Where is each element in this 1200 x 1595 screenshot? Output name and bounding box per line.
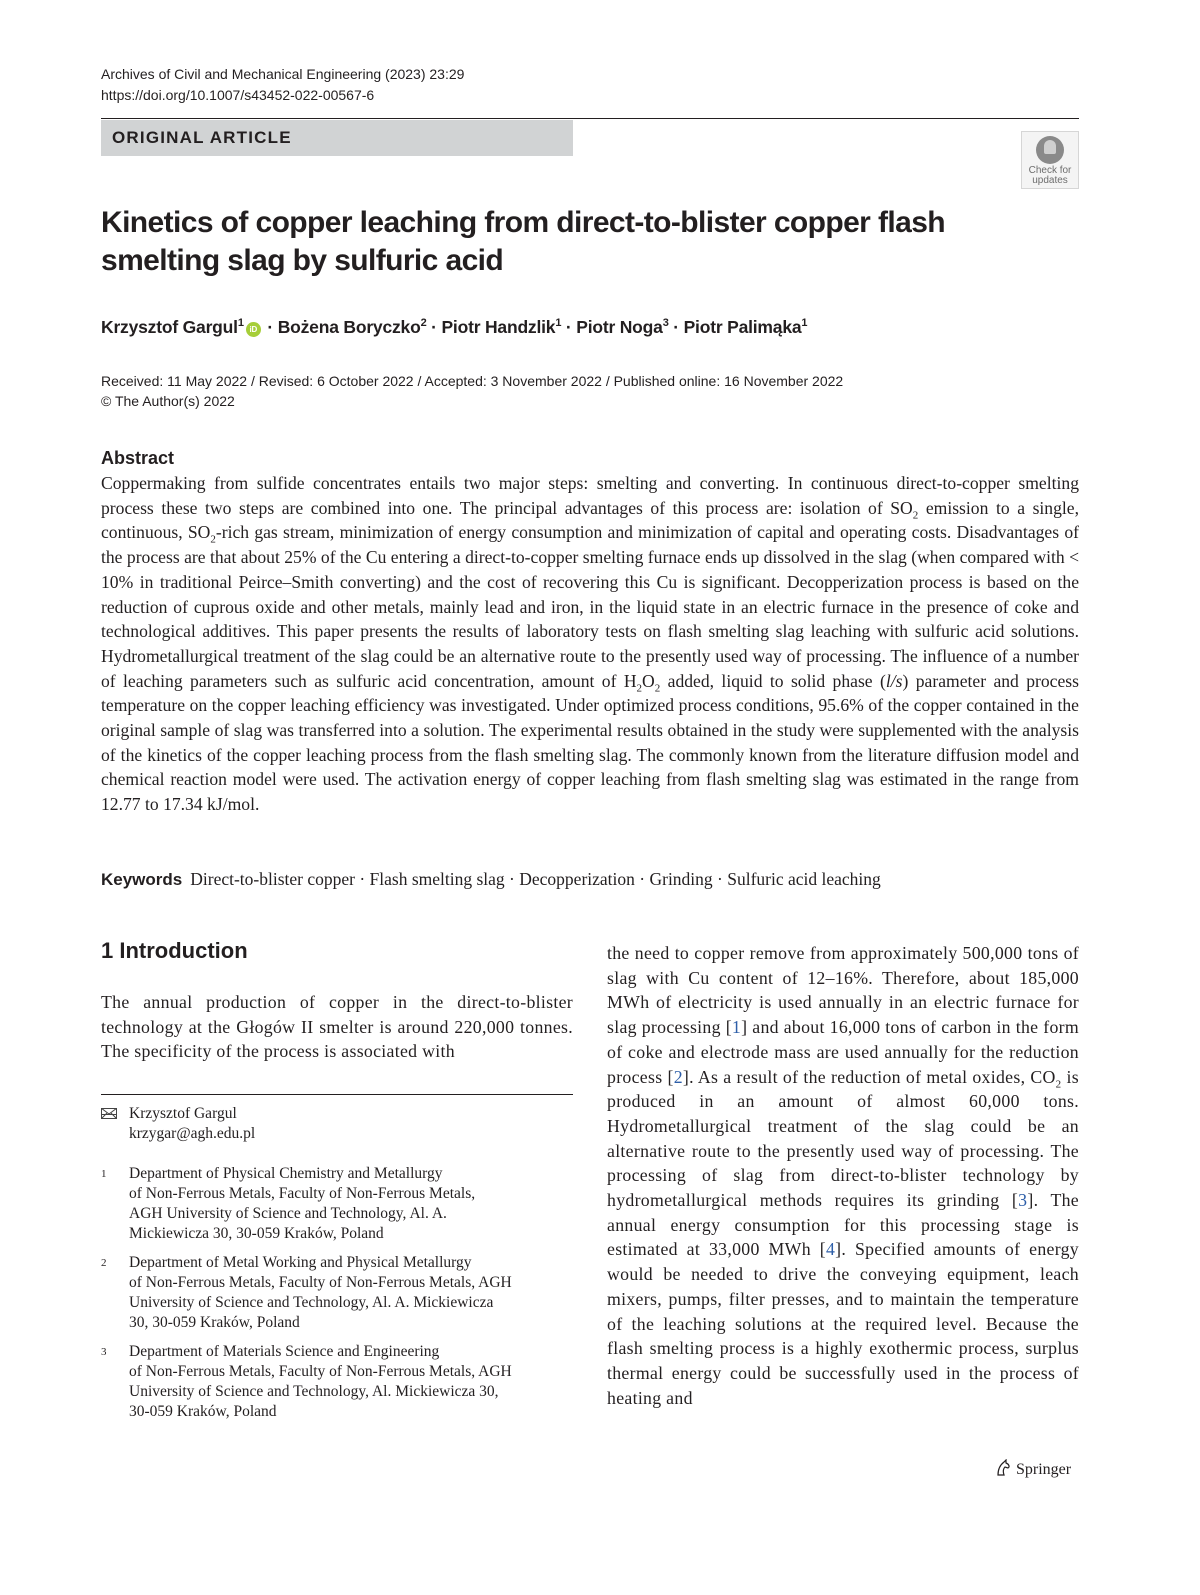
affiliation-line: of Non-Ferrous Metals, Faculty of Non-Ferrous Metals, AGH (129, 1274, 512, 1291)
publication-history (101, 371, 843, 411)
intro-paragraph-left: The annual production of copper in the direct-to-blister technology at the Głogów II smelter is around 220,000 tonnes. The specificity of the process is associated with (101, 992, 573, 1062)
author-name: Krzysztof Gargul (101, 316, 238, 337)
abstract-heading: Abstract (101, 448, 175, 468)
affiliation-line: University of Science and Technology, Al. Mickiewicza 30, (129, 1383, 499, 1400)
keywords-text: Direct-to-blister copper · Flash smelting slag · Decopperization · Grinding · Sulfuric acid leaching (190, 869, 881, 889)
text-run: ]. As a result of the reduction of metal oxides, CO (682, 1066, 1056, 1087)
author-name: Piotr Handzlik (441, 316, 556, 337)
affiliation-mark: 1 (101, 1168, 107, 1180)
footnote-rule (101, 1094, 573, 1095)
section-heading-introduction: 1 Introduction (101, 938, 248, 963)
subscript: 2 (636, 682, 643, 695)
intro-paragraph-right (607, 941, 1079, 1410)
affiliation-line: of Non-Ferrous Metals, Faculty of Non-Ferrous Metals, (129, 1185, 476, 1202)
affiliation-line: of Non-Ferrous Metals, Faculty of Non-Ferrous Metals, AGH (129, 1363, 512, 1380)
check-for-updates-badge[interactable] (1021, 131, 1079, 189)
title-line: smelting slag by sulfuric acid (101, 244, 504, 277)
affiliation-line: Department of Materials Science and Engineering (129, 1343, 440, 1360)
article-title (101, 204, 981, 280)
author-name: Piotr Noga (576, 316, 663, 337)
corresponding-author-email[interactable]: krzygar@agh.edu.pl (129, 1125, 256, 1142)
text-run: ] and about 16,000 tons of carbon in the form of coke and electrode mass are used annually for the reduction process [ (607, 1017, 1079, 1087)
text-run: ]. The annual energy consumption for this processing stage is estimated at 33,000 MWh [ (607, 1190, 1079, 1260)
subscript: 2 (1055, 1078, 1062, 1091)
correspondence-footnote (101, 1104, 573, 1144)
author-separator: · (668, 316, 684, 337)
springer-horse-icon (994, 1459, 1012, 1477)
header-rule (101, 118, 1079, 119)
dates-line: Received: 11 May 2022 / Revised: 6 October 2022 / Accepted: 3 November 2022 / Published online: 16 November 2022 (101, 373, 844, 389)
publisher-name: Springer (1016, 1461, 1072, 1478)
citation-link[interactable]: 3 (1018, 1190, 1028, 1211)
corresponding-author-name: Krzysztof Gargul (129, 1105, 237, 1122)
affiliation-line: AGH University of Science and Technology, Al. A. (129, 1205, 447, 1222)
text-run: Coppermaking from sulfide concentrates entails two major steps: smelting and converting. In continuous direct-to-copper smelting process these two steps are combined into one. The principal advantages of this process are: isolation of SO (101, 473, 1079, 518)
author-separator: · (426, 316, 442, 337)
affiliation-line: 30, 30-059 Kraków, Poland (129, 1314, 300, 1331)
text-run: is produced in an amount of almost 60,000 tons. Hydrometallurgical treatment of the slag could be an alternative route to the presently used way of processing. The processing of slag from direct-to-blister technology by hydrometallurgical methods requires its grinding [ (607, 1066, 1079, 1211)
italic-run: l/s (885, 670, 903, 691)
journal-citation: Archives of Civil and Mechanical Engineering (2023) 23:29 (101, 66, 465, 82)
author-name: Piotr Palimąka (683, 316, 802, 337)
text-run: ) parameter and process temperature on the copper leaching efficiency was investigated. Under optimized process conditions, 95.6% of the copper contained in the original sample of slag was transferred into a solution. The experimental results obtained in the study were supplemented with the analysis of the kinetics of the copper leaching process from the flash smelting slag. The commonly known from the literature diffusion model and chemical reaction model were used. The activation energy of copper leaching from flash smelting slag was estimated in the range from 12.77 to 17.34 kJ/mol. (101, 670, 1079, 815)
text-run: ]. Specified amounts of energy would be needed to drive the conveying equipment, leach mixers, pumps, filter presses, and to maintain the temperature of the leaching solutions at the required level. Because the flash smelting process is a highly exothermic process, surplus thermal energy could be successfully used in the process of heating and (607, 1239, 1079, 1408)
author-name: Bożena Boryczko (277, 316, 421, 337)
title-line: Kinetics of copper leaching from direct-to-blister copper flash (101, 206, 946, 239)
author-separator: · (262, 316, 278, 337)
affiliation-line: Mickiewicza 30, 30-059 Kraków, Poland (129, 1225, 384, 1242)
subscript: 2 (210, 533, 216, 546)
text-run: added, liquid to solid phase ( (660, 670, 886, 691)
affiliation-mark: 2 (101, 1257, 107, 1269)
affiliation-footnote (101, 1164, 573, 1244)
affiliation-footnote (101, 1253, 573, 1333)
author-affiliation-mark: 1 (801, 317, 808, 329)
keywords (101, 867, 1079, 892)
check-updates-line2: updates (1032, 175, 1068, 186)
author-separator: · (561, 316, 577, 337)
bookmark-icon (1036, 136, 1064, 164)
journal-header (101, 64, 464, 106)
affiliation-line: Department of Physical Chemistry and Metallurgy (129, 1165, 443, 1182)
author-affiliation-mark: 3 (662, 317, 669, 329)
affiliation-line: Department of Metal Working and Physical Metallurgy (129, 1254, 472, 1271)
check-updates-line1: Check for (1028, 165, 1072, 176)
affiliation-footnote (101, 1342, 573, 1422)
author-affiliation-mark: 2 (420, 317, 427, 329)
citation-link[interactable]: 1 (731, 1017, 742, 1038)
text-run: emission to a single, continuous, SO (101, 497, 1079, 543)
citation-link[interactable]: 2 (673, 1066, 683, 1087)
copyright-line: © The Author(s) 2022 (101, 393, 235, 409)
affiliation-mark: 3 (101, 1346, 107, 1358)
keywords-heading: Keywords (101, 870, 183, 889)
abstract-body (101, 471, 1079, 817)
text-run: -rich gas stream, minimization of energy consumption and minimization of capital and operating costs. Disadvantages of the process are that about 25% of the Cu entering a direct-to-copper smelting furnace ends up dissolved in the slag (when compared with < 10% in traditional Peirce–Smith converting) and the cost of recovering this Cu is significant. Decopperization process is based on the reduction of cuprous oxide and other metals, mainly lead and iron, in the liquid state in an electric furnace in the presence of coke and technological additives. This paper presents the results of laboratory tests on flash smelting slag leaching with sulfuric acid solutions. Hydrometallurgical treatment of the slag could be an alternative route to the presently used way of processing. The influence of a number of leaching parameters such as sulfuric acid concentration, amount of H (101, 522, 1079, 691)
author-list (101, 310, 807, 340)
orcid-icon[interactable]: iD (246, 322, 261, 337)
subscript: 2 (912, 509, 919, 522)
publisher-logo (994, 1459, 1071, 1481)
author-affiliation-mark: 1 (237, 317, 244, 329)
subscript: 2 (654, 682, 661, 695)
affiliation-line: 30-059 Kraków, Poland (129, 1403, 277, 1420)
doi-link[interactable]: https://doi.org/10.1007/s43452-022-00567-6 (101, 87, 375, 103)
citation-link[interactable]: 4 (825, 1239, 836, 1260)
text-run: O (642, 670, 655, 691)
article-type-label: ORIGINAL ARTICLE (101, 120, 573, 156)
text-run: the need to copper remove from approximately 500,000 tons of slag with Cu content of 12–16%. Therefore, about 185,000 MWh of electricity is used annually in an electric furnace for slag processing [ (607, 943, 1079, 1038)
author-affiliation-mark: 1 (555, 317, 562, 329)
affiliation-line: University of Science and Technology, Al. A. Mickiewicza (129, 1294, 494, 1311)
